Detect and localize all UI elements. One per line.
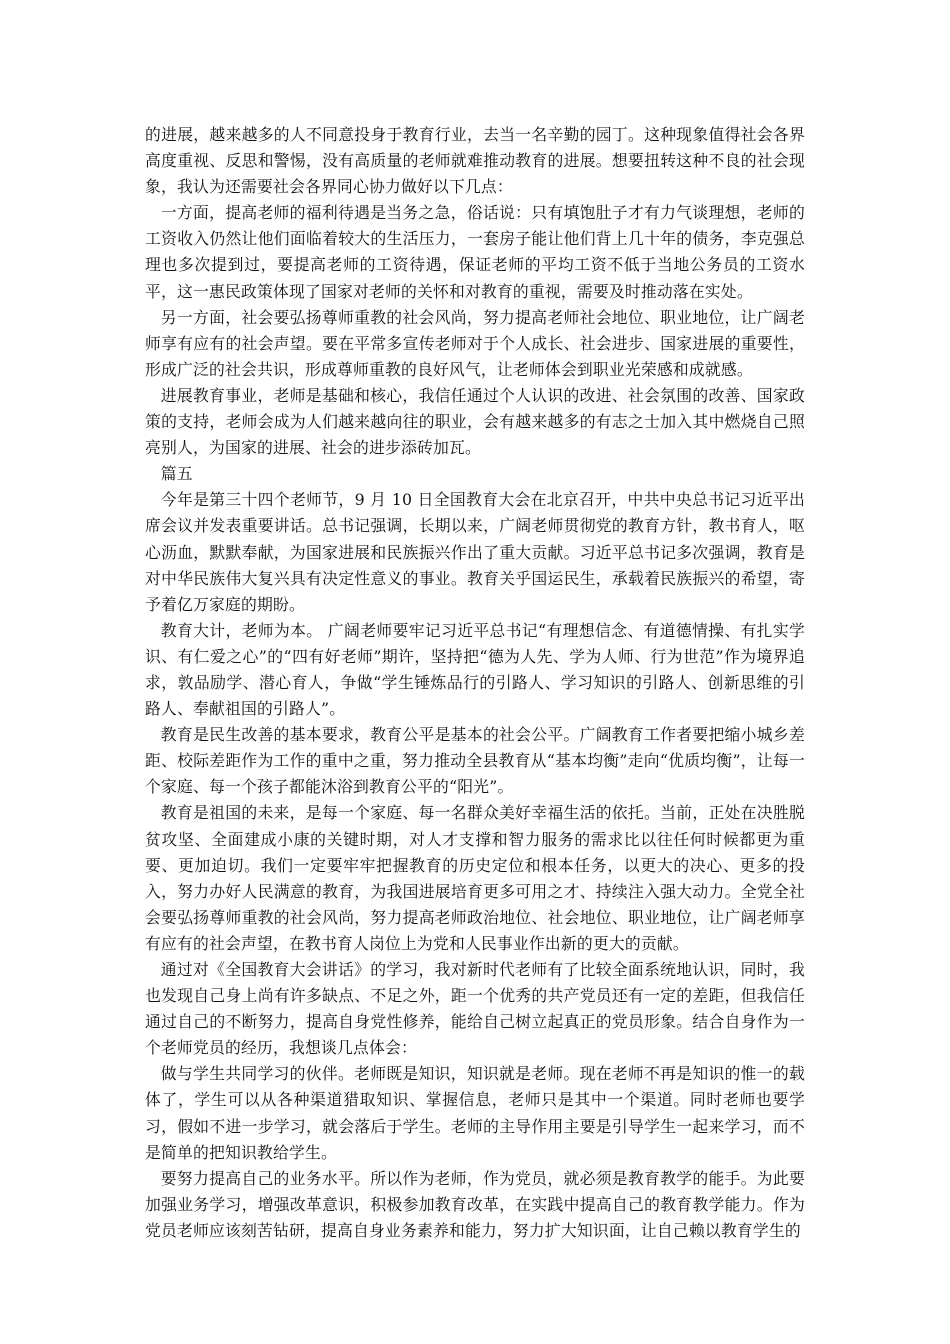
paragraph-7: 教育大计，老师为本。 广阔老师要牢记习近平总书记“有理想信念、有道德情操、有扎实学识、有仁爱之心”的“四有好老师”期许，坚持把“德为人先、学为人师、行为世范”作为境界追求，敦品励学、潜心育人，争做“学生锤炼品行的引路人、学习知识的引路人、创新思维的引路人、奉献祖国的引路人”。 xyxy=(145,620,805,719)
paragraph-11: 做与学生共同学习的伙伴。老师既是知识，知识就是老师。现在老师不再是知识的惟一的载体了，学生可以从各种渠道猎取知识、掌握信息，老师只是其中一个渠道。同时老师也要学习，假如不进一步学习，就会落后于学生。老师的主导作用主要是引导学生一起来学习，而不是简单的把知识教给学生。 xyxy=(145,1064,805,1162)
paragraph-9: 教育是祖国的未来，是每一个家庭、每一名群众美好幸福生活的依托。当前，正处在决胜脱贫攻坚、全面建成小康的关键时期，对人才支撑和智力服务的需求比以往任何时候都更为重要、更加迫切。我们一定要牢牢把握教育的历史定位和根本任务，以更大的决心、更多的投入，努力办好人民满意的教育，为我国进展培育更多可用之才、持续注入强大动力。全党全社会要弘扬尊师重教的社会风尚，努力提高老师政治地位、社会地位、职业地位，让广阔老师享有应有的社会声望，在教书育人岗位上为党和人民事业作出新的更大的贡献。 xyxy=(145,803,805,953)
paragraph-10: 通过对《全国教育大会讲话》的学习，我对新时代老师有了比较全面系统地认识，同时，我也发现自己身上尚有许多缺点、不足之外，距一个优秀的共产党员还有一定的差距，但我信任通过自己的不断努力，提高自身党性修养，能给自己树立起真正的党员形象。结合自身作为一个老师党员的经历，我想谈几点体会： xyxy=(145,960,805,1058)
section-heading: 篇五 xyxy=(160,464,193,484)
paragraph-8: 教育是民生改善的基本要求，教育公平是基本的社会公平。广阔教育工作者要把缩小城乡差距、校际差距作为工作的重中之重，努力推动全县教育从“基本均衡”走向“优质均衡”，让每一个家庭、每一个孩子都能沐浴到教育公平的“阳光”。 xyxy=(145,725,805,797)
document-body xyxy=(145,122,805,1244)
paragraph-12: 要努力提高自己的业务水平。所以作为老师，作为党员，就必须是教育教学的能手。为此要加强业务学习，增强改革意识，积极参加教育改革，在实践中提高自己的教育教学能力。作为党员老师应该刻苦钻研，提高自身业务素养和能力，努力扩大知识面，让自己赖以教育学生的 xyxy=(145,1168,805,1240)
paragraph-3: 另一方面，社会要弘扬尊师重教的社会风尚，努力提高老师社会地位、职业地位，让广阔老师享有应有的社会声望。要在平常多宣传老师对于个人成长、社会进步、国家进展的重要性，形成广泛的社会共识，形成尊师重教的良好风气，让老师体会到职业光荣感和成就感。 xyxy=(145,307,805,379)
paragraph-2: 一方面，提高老师的福利待遇是当务之急，俗话说：只有填饱肚子才有力气谈理想，老师的工资收入仍然让他们面临着较大的生活压力，一套房子能让他们背上几十年的债务，李克强总理也多次提到过，要提高老师的工资待遇，保证老师的平均工资不低于当地公务员的工资水平，这一惠民政策体现了国家对老师的关怀和对教育的重视，需要及时推动落在实处。 xyxy=(145,203,805,301)
paragraph-6: 今年是第三十四个老师节，9 月 10 日全国教育大会在北京召开，中共中央总书记习近平出席会议并发表重要讲话。总书记强调，长期以来，广阔老师贯彻党的教育方针，教书育人，呕心沥血，默默奉献，为国家进展和民族振兴作出了重大贡献。习近平总书记多次强调，教育是对中华民族伟大复兴具有决定性意义的事业。教育关乎国运民生，承载着民族振兴的希望，寄予着亿万家庭的期盼。 xyxy=(145,490,805,614)
paragraph-4: 进展教育事业，老师是基础和核心，我信任通过个人认识的改进、社会氛围的改善、国家政策的支持，老师会成为人们越来越向往的职业，会有越来越多的有志之士加入其中燃烧自己照亮别人，为国家的进展、社会的进步添砖加瓦。 xyxy=(145,385,805,458)
paragraph-1: 的进展，越来越多的人不同意投身于教育行业，去当一名辛勤的园丁。这种现象值得社会各界高度重视、反思和警惕，没有高质量的老师就难推动教育的进展。想要扭转这种不良的社会现象，我认为还需要社会各界同心协力做好以下几点： xyxy=(145,125,805,197)
